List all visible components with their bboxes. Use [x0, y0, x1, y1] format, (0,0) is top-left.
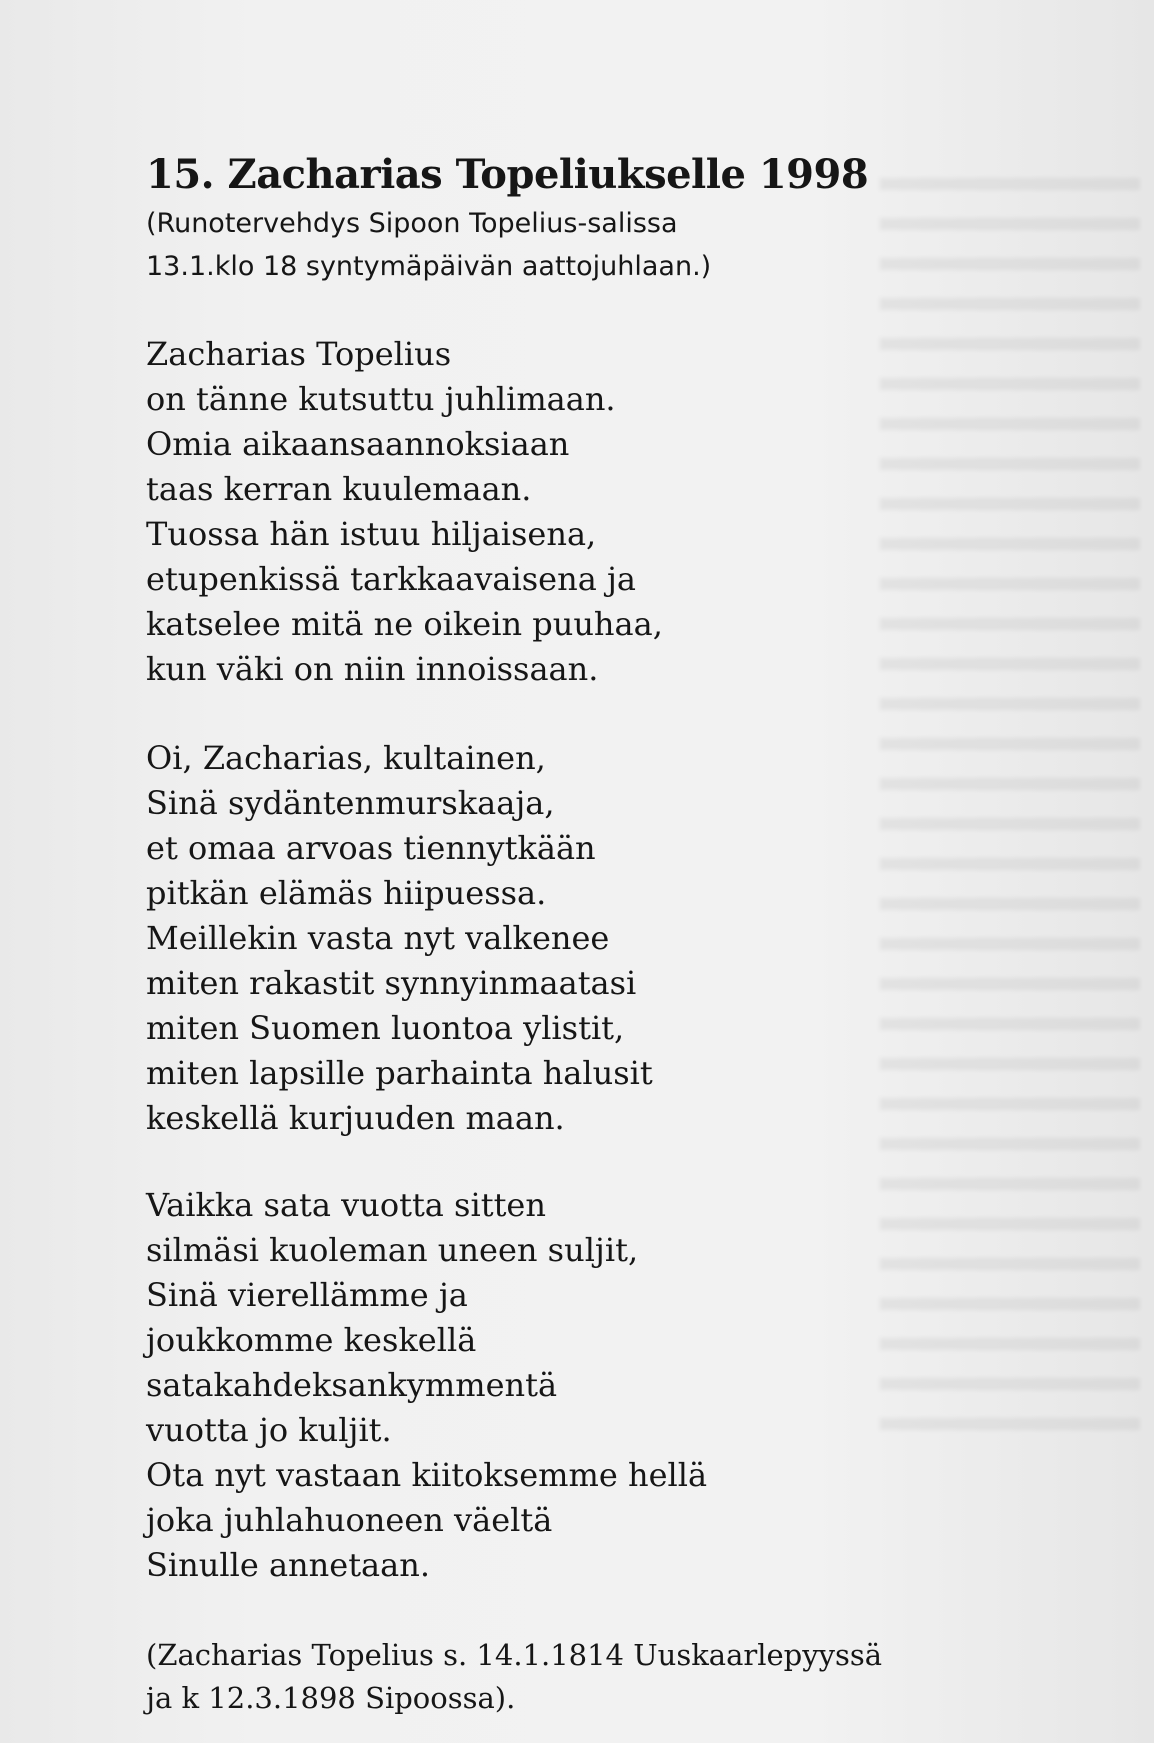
poem-line: Oi, Zacharias, kultainen, — [146, 739, 546, 777]
poem-line: miten Suomen luontoa ylistit, — [146, 1009, 625, 1047]
footnote-line: (Zacharias Topelius s. 14.1.1814 Uuskaarlepyyssä — [146, 1638, 883, 1672]
poem-line: joukkomme keskellä — [146, 1321, 477, 1359]
stanza-3 — [146, 1183, 966, 1588]
poem-line: Omia aikaansaannoksiaan — [146, 425, 570, 463]
footnote — [146, 1634, 966, 1720]
subtitle-line: 13.1.klo 18 syntymäpäivän aattojuhlaan.) — [146, 251, 712, 282]
poem-line: katselee mitä ne oikein puuhaa, — [146, 605, 663, 643]
poem-line: keskellä kurjuuden maan. — [146, 1099, 565, 1137]
poem-line: on tänne kutsuttu juhlimaan. — [146, 380, 616, 418]
stanza-1 — [146, 332, 966, 692]
poem-title: 15. Zacharias Topeliukselle 1998 — [146, 151, 869, 198]
stanza-2 — [146, 736, 966, 1141]
footnote-line: ja k 12.3.1898 Sipoossa). — [146, 1681, 516, 1715]
poem-line: Zacharias Topelius — [146, 335, 452, 373]
poem-line: Sinä vierellämme ja — [146, 1276, 468, 1314]
poem-line: Vaikka sata vuotta sitten — [146, 1186, 546, 1224]
poem-line: et omaa arvoas tiennytkään — [146, 829, 596, 867]
poem-line: Tuossa hän istuu hiljaisena, — [146, 515, 597, 553]
poem-line: Sinulle annetaan. — [146, 1546, 430, 1584]
poem-line: joka juhlahuoneen väeltä — [146, 1501, 553, 1539]
poem-subtitle — [146, 202, 966, 288]
poem-line: Meillekin vasta nyt valkenee — [146, 919, 610, 957]
poem-line: silmäsi kuoleman uneen suljit, — [146, 1231, 639, 1269]
poem-line: Ota nyt vastaan kiitoksemme hellä — [146, 1456, 708, 1494]
poem-line: miten lapsille parhainta halusit — [146, 1054, 653, 1092]
poem-line: pitkän elämäs hiipuessa. — [146, 874, 547, 912]
poem-line: taas kerran kuulemaan. — [146, 470, 532, 508]
poem-line: vuotta jo kuljit. — [146, 1411, 392, 1449]
poem-content — [146, 148, 966, 1720]
poem-line: kun väki on niin innoissaan. — [146, 650, 599, 688]
poem-line: miten rakastit synnyinmaatasi — [146, 964, 637, 1002]
subtitle-line: (Runotervehdys Sipoon Topelius-salissa — [146, 208, 678, 239]
poem-line: Sinä sydäntenmurskaaja, — [146, 784, 555, 822]
poem-line: satakahdeksankymmentä — [146, 1366, 558, 1404]
poem-line: etupenkissä tarkkaavaisena ja — [146, 560, 636, 598]
